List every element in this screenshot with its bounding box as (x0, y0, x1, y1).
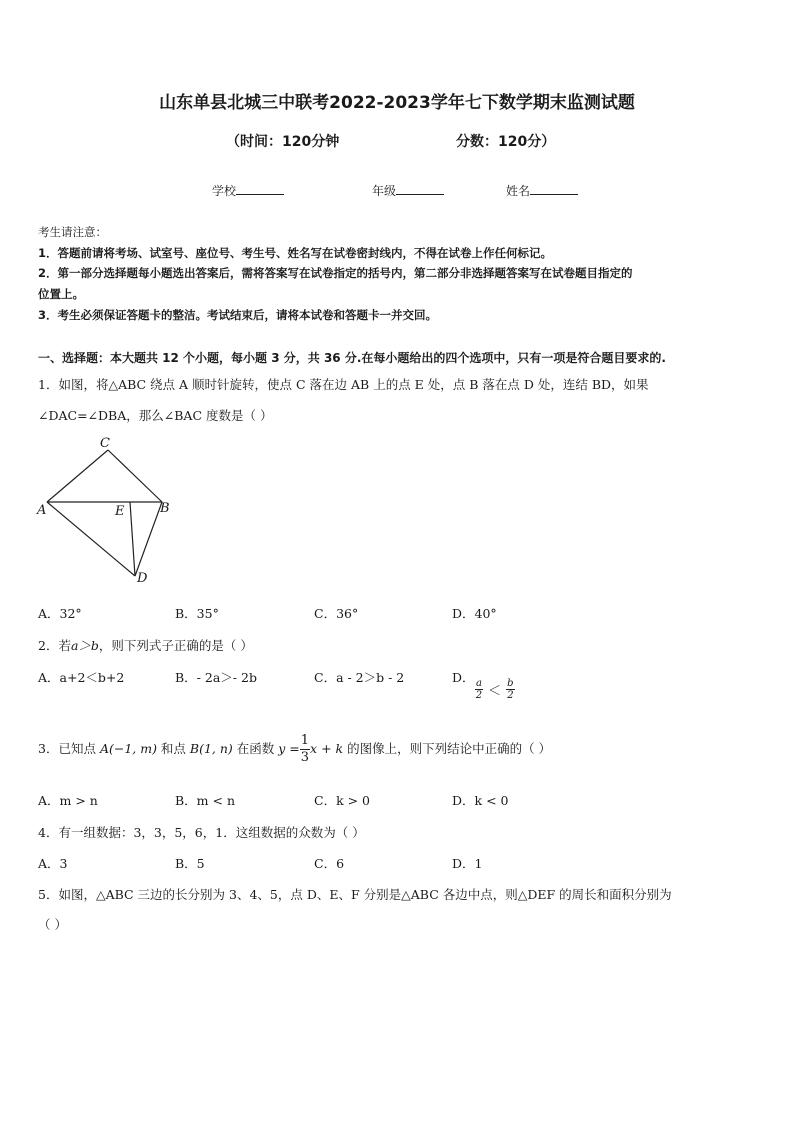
q3-text-2: 和点 (156, 741, 190, 756)
name-field (506, 182, 578, 199)
school-field (212, 182, 284, 199)
q3-option-b: B．m < n (175, 793, 236, 808)
q3-fn-right: x + k (310, 741, 344, 756)
q2-condition: a＞b (70, 638, 99, 653)
q3-fn-frac: $\frac{1}{3}$ (300, 733, 310, 765)
notice-item-3: 3．考生必须保证答题卡的整洁。考试结束后，请将本试卷和答题卡一并交回。 (38, 308, 437, 322)
notice-heading: 考生请注意： (38, 225, 107, 239)
q2-option-c: C．a - 2＞b - 2 (314, 670, 405, 685)
notice-item-2-cont: 位置上。 (38, 287, 84, 301)
q1-option-d: D．40° (452, 606, 497, 621)
school-label: 学校 (212, 184, 237, 198)
q3-stem (38, 733, 551, 766)
q1-option-b: B．35° (175, 606, 219, 621)
q2-frac-b: $\frac{b}{2}$ (507, 678, 514, 701)
q3-option-a: A．m > n (38, 793, 98, 808)
label-b: B (160, 501, 170, 516)
exam-time: （时间：120分钟 (226, 134, 340, 150)
q3-point-a: A(−1, m) (99, 741, 157, 756)
q1-option-c: C．36° (314, 606, 359, 621)
name-blank (530, 183, 578, 195)
exam-score: 分数：120分） (456, 134, 556, 150)
q4-option-a: A．3 (38, 856, 68, 871)
q4-stem: 4．有一组数据：3，3，5，6，1．这组数据的众数为（ ） (38, 825, 365, 840)
q4-option-b: B．5 (175, 856, 205, 871)
q3-fn-left: y = (278, 741, 300, 756)
grade-field (372, 182, 444, 199)
q2-option-a: A．a+2＜b+2 (38, 670, 125, 685)
q2-prefix: 2．若 (38, 638, 71, 653)
label-e: E (115, 504, 125, 519)
q1-figure (30, 430, 190, 590)
q4-option-d: D．1 (452, 856, 483, 871)
q2-option-b: B．- 2a＞- 2b (175, 670, 257, 685)
q2-frac-a: $\frac{a}{2}$ (475, 678, 483, 701)
q2-option-d: D． (452, 670, 475, 685)
page-title: 山东单县北城三中联考2022-2023学年七下数学期末监测试题 (159, 93, 635, 113)
q1-line1: 1．如图，将△ABC 绕点 A 顺时针旋转，使点 C 落在边 AB 上的点 E 处，点 B 落在点 D 处，连结 BD，如果 (38, 377, 649, 392)
notice-item-2: 2．第一部分选择题每小题选出答案后，需将答案写在试卷指定的括号内，第二部分非选择题答案写在试卷题目指定的 (38, 266, 633, 280)
label-d: D (137, 571, 148, 586)
q1-option-a: A．32° (38, 606, 82, 621)
grade-blank (396, 183, 444, 195)
q5-line2: （ ） (38, 917, 67, 932)
q3-text-3: 在函数 (232, 741, 279, 756)
q1-line2: ∠DAC=∠DBA，那么∠BAC 度数是（ ） (38, 408, 273, 423)
q5-line1: 5．如图，△ABC 三边的长分别为 3、4、5，点 D、E、F 分别是△ABC 各边中点，则△DEF 的周长和面积分别为 (38, 887, 672, 902)
school-blank (236, 183, 284, 195)
label-a: A (37, 503, 47, 518)
q3-text-4: 的图像上，则下列结论中正确的（ ） (343, 741, 552, 756)
q2-suffix: ，则下列式子正确的是（ ） (98, 638, 253, 653)
q3-text-1: 3．已知点 (38, 741, 100, 756)
grade-label: 年级 (372, 184, 397, 198)
q3-point-b: B(1, n) (189, 741, 233, 756)
q3-option-c: C．k > 0 (314, 793, 371, 808)
section-heading: 一、选择题：本大题共 12 个小题，每小题 3 分，共 36 分.在每小题给出的四个选项中，只有一项是符合题目要求的. (38, 351, 666, 365)
q2-stem (38, 636, 253, 654)
q2-option-d-expr (475, 678, 515, 701)
label-c: C (100, 436, 110, 451)
q4-option-c: C．6 (314, 856, 345, 871)
q3-option-d: D．k < 0 (452, 793, 509, 808)
q2-less-than: ＜ (488, 684, 502, 699)
notice-item-1: 1．答题前请将考场、试室号、座位号、考生号、姓名写在试卷密封线内，不得在试卷上作任何标记。 (38, 246, 552, 260)
name-label: 姓名 (506, 184, 531, 198)
